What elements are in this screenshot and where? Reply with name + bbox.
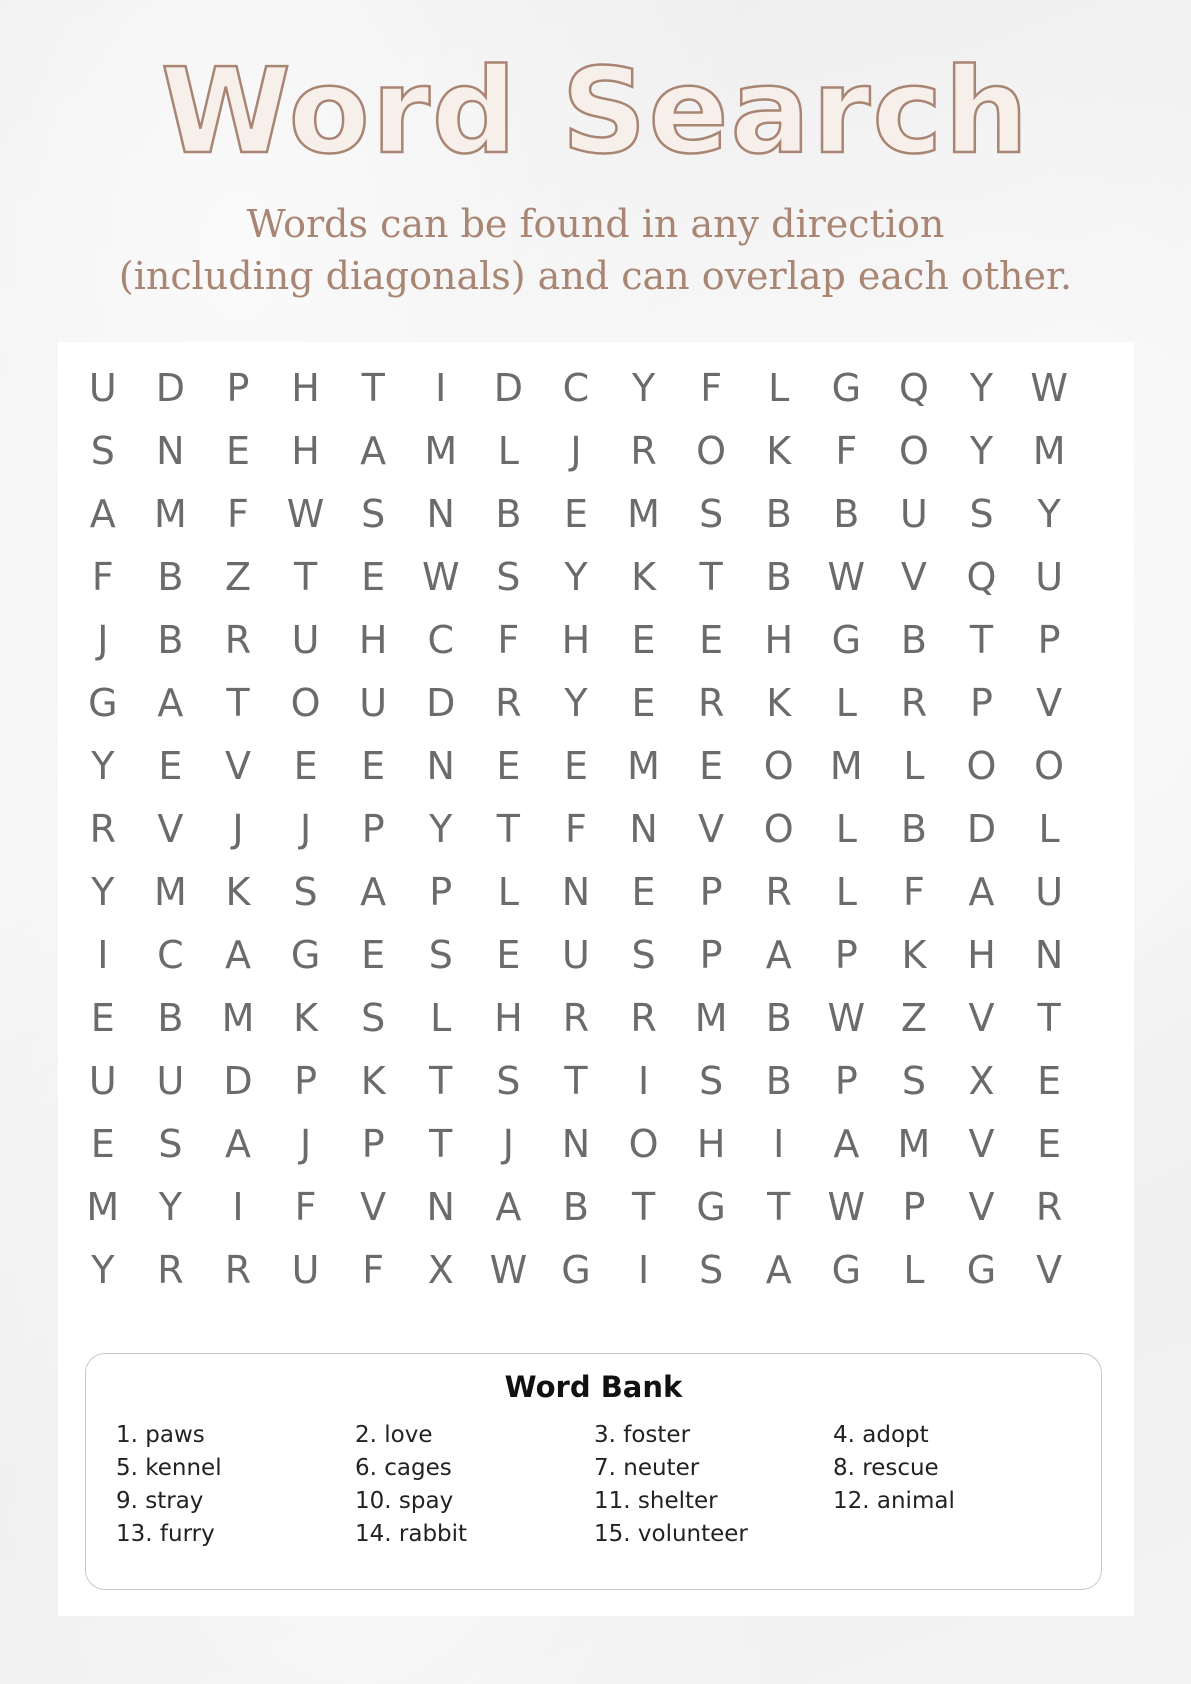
grid-letter: P	[361, 806, 385, 851]
word-bank-item: 3. foster	[594, 1422, 691, 1448]
grid-letter: H	[291, 428, 320, 473]
grid-letter: F	[700, 365, 723, 410]
grid-letter: J	[502, 1121, 514, 1166]
grid-letter: A	[495, 1184, 522, 1229]
grid-letter: O	[290, 680, 321, 725]
grid-letter: M	[424, 428, 458, 473]
grid-letter: R	[89, 806, 116, 851]
grid-letter: J	[97, 617, 109, 662]
grid-letter: E	[361, 743, 386, 788]
grid-letter: F	[565, 806, 587, 851]
grid-letter: A	[224, 1121, 251, 1166]
grid-letter: M	[153, 869, 187, 914]
grid-letter: U	[88, 1058, 117, 1103]
grid-letter: R	[562, 995, 590, 1040]
grid-letter: P	[361, 1121, 385, 1166]
grid-letter: X	[427, 1247, 454, 1292]
grid-letter: E	[631, 869, 656, 914]
grid-letter: I	[637, 1247, 650, 1292]
grid-letter: E	[158, 743, 183, 788]
grid-letter: S	[699, 491, 724, 536]
grid-letter: E	[1037, 1058, 1062, 1103]
grid-letter: L	[497, 428, 519, 473]
word-bank-item: 7. neuter	[594, 1455, 700, 1481]
grid-letter: P	[226, 365, 250, 410]
grid-letter: E	[496, 932, 521, 977]
grid-letter: K	[901, 932, 927, 977]
grid-letter: V	[968, 1184, 995, 1229]
grid-letter: Q	[898, 365, 929, 410]
grid-letter: D	[155, 365, 186, 410]
grid-letter: N	[426, 743, 455, 788]
grid-letter: Z	[900, 995, 927, 1040]
grid-letter: D	[966, 806, 997, 851]
grid-letter: T	[969, 617, 994, 662]
grid-letter: E	[225, 428, 250, 473]
grid-letter: S	[496, 1058, 521, 1103]
word-bank-item: 11. shelter	[594, 1488, 718, 1514]
grid-letter: S	[699, 1058, 724, 1103]
grid-letter: B	[833, 491, 860, 536]
grid-letter: I	[773, 1121, 785, 1166]
grid-letter: I	[637, 1058, 650, 1103]
grid-letter: J	[232, 806, 244, 851]
word-bank-list	[116, 1422, 1076, 1554]
grid-letter: T	[767, 1184, 791, 1229]
grid-letter: J	[299, 1121, 312, 1166]
grid-letter: U	[1035, 869, 1064, 914]
word-bank-item: 4. adopt	[833, 1422, 929, 1448]
grid-letter: A	[765, 1247, 792, 1292]
grid-letter: A	[833, 1121, 860, 1166]
grid-letter: P	[429, 869, 453, 914]
page-title: Word Search	[160, 42, 1031, 180]
grid-letter: A	[765, 932, 792, 977]
grid-letter: R	[765, 869, 792, 914]
grid-letter: A	[157, 680, 184, 725]
word-bank-item: 6. cages	[355, 1455, 452, 1481]
grid-letter: A	[224, 932, 251, 977]
grid-letter: U	[900, 491, 928, 536]
grid-letter: H	[696, 1121, 726, 1166]
grid-letter: S	[90, 428, 115, 473]
grid-letter: P	[902, 1184, 926, 1229]
grid-letter: O	[1034, 743, 1065, 788]
grid-letter: A	[89, 491, 116, 536]
grid-letter: Y	[969, 365, 994, 410]
grid-letter: N	[629, 806, 658, 851]
grid-letter: E	[563, 743, 588, 788]
grid-letter: L	[1038, 806, 1060, 851]
grid-letter: Y	[631, 365, 656, 410]
word-bank-item: 9. stray	[116, 1488, 204, 1514]
grid-letter: Y	[158, 1184, 182, 1229]
grid-letter: G	[966, 1247, 997, 1292]
grid-letter: N	[156, 428, 185, 473]
grid-letter: E	[361, 932, 386, 977]
grid-letter: G	[290, 932, 321, 977]
grid-letter: H	[358, 617, 388, 662]
word-bank-item: 12. animal	[833, 1488, 955, 1514]
grid-letter: S	[631, 932, 656, 977]
grid-letter: K	[293, 995, 319, 1040]
grid-letter: X	[968, 1058, 995, 1103]
grid-letter: T	[429, 1058, 453, 1103]
grid-letter: V	[698, 806, 725, 851]
grid-letter: K	[766, 428, 792, 473]
grid-letter: G	[696, 1184, 726, 1229]
grid-letter: F	[227, 491, 249, 536]
grid-letter: S	[699, 1247, 724, 1292]
grid-letter: P	[834, 1058, 858, 1103]
grid-letter: F	[294, 1184, 317, 1229]
grid-letter: S	[428, 932, 453, 977]
grid-letter: E	[699, 617, 724, 662]
grid-letter: F	[362, 1247, 385, 1292]
grid-letter: L	[835, 680, 857, 725]
grid-letter: V	[1036, 1247, 1063, 1292]
grid-letter: U	[291, 617, 320, 662]
grid-letter: S	[969, 491, 994, 536]
grid-letter: R	[630, 995, 657, 1040]
grid-letter: G	[88, 680, 118, 725]
grid-letter: W	[286, 491, 325, 536]
grid-letter: E	[699, 743, 724, 788]
grid-letter: T	[631, 1184, 656, 1229]
grid-letter: G	[831, 617, 862, 662]
grid-letter: B	[900, 617, 927, 662]
grid-letter: E	[293, 743, 318, 788]
grid-letter: B	[765, 554, 792, 599]
grid-letter: U	[88, 365, 117, 410]
grid-letter: L	[835, 869, 857, 914]
grid-letter: R	[224, 1247, 252, 1292]
grid-letter: M	[829, 743, 863, 788]
grid-letter: K	[360, 1058, 386, 1103]
instructions-line-2: (including diagonals) and can overlap each other.	[118, 254, 1073, 298]
grid-letter: T	[699, 554, 723, 599]
grid-letter: N	[561, 869, 591, 914]
grid-letter: Y	[564, 554, 588, 599]
grid-letter: P	[699, 869, 723, 914]
grid-letter: N	[1034, 932, 1064, 977]
grid-letter: G	[561, 1247, 591, 1292]
grid-letter: V	[157, 806, 184, 851]
grid-letter: K	[631, 554, 656, 599]
grid-letter: W	[827, 1184, 866, 1229]
grid-letter: M	[694, 995, 728, 1040]
grid-letter: D	[493, 365, 523, 410]
grid-letter: B	[157, 617, 184, 662]
grid-letter: H	[291, 365, 320, 410]
grid-letter: M	[86, 1184, 120, 1229]
grid-letter: T	[429, 1121, 453, 1166]
grid-letter: U	[156, 1058, 185, 1103]
grid-letter: V	[900, 554, 927, 599]
word-bank-item: 8. rescue	[833, 1455, 939, 1481]
grid-letter: T	[496, 806, 520, 851]
grid-letter: R	[697, 680, 725, 725]
grid-letter: G	[831, 1247, 862, 1292]
grid-letter: L	[430, 995, 452, 1040]
grid-letter: Y	[1037, 491, 1061, 536]
grid-letter: B	[495, 491, 522, 536]
grid-letter: Y	[564, 680, 588, 725]
grid-letter: Z	[224, 554, 251, 599]
grid-letter: I	[232, 1184, 244, 1229]
grid-letter: P	[1037, 617, 1061, 662]
grid-letter: S	[901, 1058, 926, 1103]
grid-letter: R	[157, 1247, 184, 1292]
grid-letter: T	[361, 365, 385, 410]
grid-letter: Y	[91, 869, 115, 914]
grid-letter: B	[157, 995, 184, 1040]
grid-letter: N	[426, 491, 455, 536]
grid-letter: M	[153, 491, 187, 536]
grid-letter: E	[361, 554, 386, 599]
grid-letter: R	[495, 680, 522, 725]
word-bank-item: 10. spay	[355, 1488, 454, 1514]
grid-letter: O	[696, 428, 727, 473]
grid-letter: E	[1037, 1121, 1062, 1166]
word-bank-item: 14. rabbit	[355, 1521, 468, 1547]
grid-letter: N	[561, 1121, 591, 1166]
grid-letter: I	[97, 932, 109, 977]
grid-letter: D	[426, 680, 456, 725]
grid-letter: B	[157, 554, 184, 599]
grid-letter: P	[834, 932, 858, 977]
grid-letter: O	[763, 806, 794, 851]
letter-grid	[69, 356, 1083, 1301]
grid-letter: Y	[429, 806, 453, 851]
grid-letter: A	[968, 869, 995, 914]
grid-letter: O	[628, 1121, 659, 1166]
grid-letter: Y	[91, 743, 115, 788]
word-bank	[85, 1353, 1102, 1590]
grid-letter: J	[299, 806, 312, 851]
grid-letter: L	[835, 806, 857, 851]
grid-letter: S	[361, 491, 386, 536]
grid-letter: E	[496, 743, 521, 788]
grid-letter: R	[630, 428, 657, 473]
grid-letter: U	[562, 932, 590, 977]
grid-letter: F	[902, 869, 925, 914]
grid-letter: O	[763, 743, 794, 788]
grid-letter: B	[765, 491, 792, 536]
grid-letter: N	[426, 1184, 455, 1229]
grid-letter: H	[967, 932, 996, 977]
grid-letter: V	[1036, 680, 1063, 725]
grid-letter: T	[293, 554, 318, 599]
grid-letter: K	[766, 680, 792, 725]
grid-letter: K	[225, 869, 251, 914]
word-bank-item: 1. paws	[116, 1422, 205, 1448]
grid-letter: M	[1032, 428, 1066, 473]
instructions-line-1: Words can be found in any direction	[246, 202, 945, 246]
grid-letter: F	[497, 617, 520, 662]
word-bank-item: 15. volunteer	[594, 1521, 748, 1547]
grid-letter: B	[765, 995, 792, 1040]
grid-letter: B	[900, 806, 927, 851]
grid-letter: T	[564, 1058, 588, 1103]
grid-letter: S	[158, 1121, 183, 1166]
grid-letter: H	[494, 995, 523, 1040]
grid-letter: G	[831, 365, 862, 410]
grid-letter: F	[91, 554, 114, 599]
instructions	[0, 198, 1191, 302]
grid-letter: W	[1030, 365, 1068, 410]
grid-letter: U	[359, 680, 388, 725]
grid-letter: V	[968, 1121, 995, 1166]
grid-letter: M	[627, 491, 660, 536]
grid-letter: O	[966, 743, 997, 788]
word-bank-title: Word Bank	[504, 1370, 683, 1404]
grid-letter: U	[1035, 554, 1064, 599]
grid-letter: E	[631, 617, 656, 662]
grid-letter: W	[827, 554, 866, 599]
grid-letter: T	[226, 680, 250, 725]
grid-letter: H	[561, 617, 591, 662]
grid-letter: B	[765, 1058, 792, 1103]
grid-letter: M	[627, 743, 660, 788]
grid-letter: E	[563, 491, 588, 536]
grid-letter: C	[427, 617, 455, 662]
grid-letter: M	[221, 995, 255, 1040]
word-bank-item: 5. kennel	[116, 1455, 222, 1481]
grid-letter: O	[898, 428, 929, 473]
grid-letter: B	[562, 1184, 589, 1229]
grid-letter: Y	[91, 1247, 115, 1292]
grid-letter: A	[360, 869, 387, 914]
grid-letter: C	[562, 365, 590, 410]
grid-letter: F	[835, 428, 858, 473]
grid-letter: Y	[969, 428, 994, 473]
grid-letter: H	[764, 617, 794, 662]
grid-letter: J	[570, 428, 582, 473]
grid-letter: V	[968, 995, 995, 1040]
grid-letter: M	[897, 1121, 931, 1166]
grid-letter: S	[496, 554, 521, 599]
grid-letter: V	[360, 1184, 387, 1229]
grid-letter: V	[224, 743, 251, 788]
word-bank-item: 13. furry	[116, 1521, 215, 1547]
grid-letter: S	[293, 869, 318, 914]
grid-letter: D	[223, 1058, 253, 1103]
grid-letter: I	[435, 365, 447, 410]
grid-letter: Q	[966, 554, 997, 599]
grid-letter: R	[224, 617, 252, 662]
grid-letter: S	[361, 995, 386, 1040]
grid-letter: C	[157, 932, 184, 977]
grid-letter: R	[1035, 1184, 1063, 1229]
grid-letter: R	[900, 680, 928, 725]
grid-letter: P	[699, 932, 723, 977]
grid-letter: T	[1037, 995, 1061, 1040]
grid-letter: P	[970, 680, 993, 725]
grid-letter: L	[903, 1247, 925, 1292]
grid-letter: E	[631, 680, 656, 725]
grid-letter: W	[489, 1247, 528, 1292]
grid-letter: L	[903, 743, 925, 788]
grid-letter: U	[291, 1247, 320, 1292]
grid-letter: E	[90, 1121, 115, 1166]
grid-letter: W	[827, 995, 866, 1040]
grid-letter: P	[294, 1058, 318, 1103]
grid-letter: A	[360, 428, 387, 473]
grid-letter: E	[90, 995, 115, 1040]
grid-letter: W	[421, 554, 460, 599]
grid-letter: L	[768, 365, 790, 410]
word-bank-item: 2. love	[355, 1422, 433, 1448]
grid-letter: L	[497, 869, 519, 914]
